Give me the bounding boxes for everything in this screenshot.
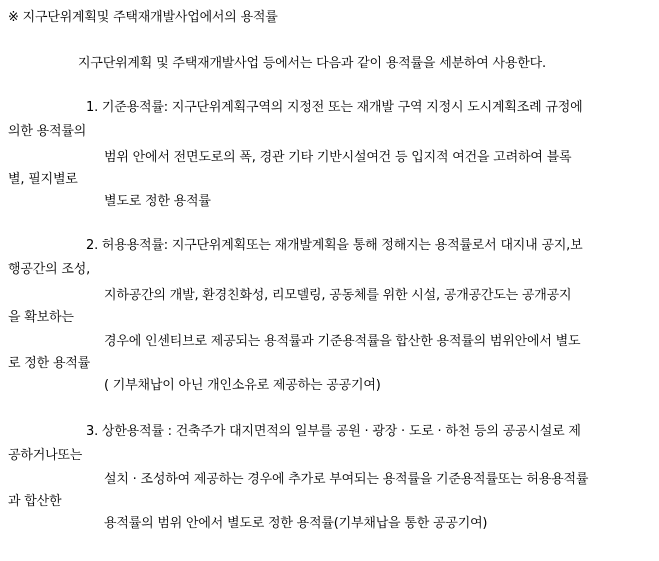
section-1-line: 의한 용적률의 <box>8 124 87 139</box>
section-2-line: 을 확보하는 <box>8 310 74 325</box>
section-1-line: 범위 안에서 전면도로의 폭, 경관 기타 기반시설여건 등 입지적 여건을 고려하여 블록 <box>104 150 572 165</box>
section-3-heading-line: 3. 상한용적률 : 건축주가 대지면적의 일부를 공원 · 광장 · 도로 · 하천 등의 공공시설로 제 <box>86 424 581 439</box>
section-1-line: 별도로 정한 용적률 <box>104 194 211 209</box>
section-2-line: 로 정한 용적률 <box>8 356 91 371</box>
section-3-line: 설치 · 조성하여 제공하는 경우에 추가로 부여되는 용적률을 기준용적률또는 허용용적률 <box>104 472 589 487</box>
document-title: ※ 지구단위계획및 주택재개발사업에서의 용적률 <box>8 10 278 25</box>
section-2-line: 지하공간의 개발, 환경친화성, 리모델링, 공동체를 위한 시설, 공개공간도는 공개공지 <box>104 288 572 303</box>
section-2-line: ( 기부채납이 아닌 개인소유로 제공하는 공공기여) <box>104 378 381 393</box>
section-1-line: 별, 필지별로 <box>8 172 78 187</box>
section-1-heading-line: 1. 기준용적률: 지구단위계획구역의 지정전 또는 재개발 구역 지정시 도시계획조례 규정에 <box>86 100 583 115</box>
section-3-line: 용적률의 범위 안에서 별도로 정한 용적률(기부채납을 통한 공공기여) <box>104 516 488 531</box>
section-2-heading-line: 2. 허용용적률: 지구단위계획또는 재개발계획을 통해 정해지는 용적률로서 대지내 공지,보 <box>86 238 583 253</box>
intro-paragraph: 지구단위계획 및 주택재개발사업 등에서는 다음과 같이 용적률을 세분하여 사용한다. <box>78 56 546 71</box>
section-3-line: 공하거나또는 <box>8 448 83 463</box>
section-2-line: 경우에 인센티브로 제공되는 용적률과 기준용적률을 합산한 용적률의 범위안에서 별도 <box>104 334 581 349</box>
section-3-line: 과 합산한 <box>8 494 62 509</box>
section-2-line: 행공간의 조성, <box>8 262 91 277</box>
